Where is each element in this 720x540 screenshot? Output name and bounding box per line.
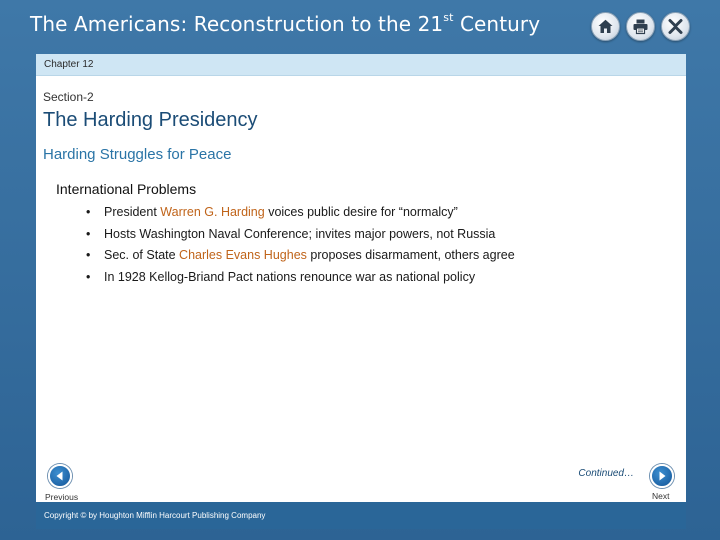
print-icon: [632, 18, 649, 35]
bullet-item: [86, 245, 515, 267]
app-title-main: The Americans: Reconstruction to the 21: [30, 12, 444, 36]
highlighted-name: Charles Evans Hughes: [179, 248, 307, 263]
app-title-tail: Century: [453, 12, 541, 36]
print-button[interactable]: [626, 12, 655, 41]
close-button[interactable]: [661, 12, 690, 41]
section-label: Section-2: [43, 90, 94, 104]
bullet-item: [86, 224, 515, 246]
continued-label: Continued…: [578, 468, 634, 479]
app-title: [30, 12, 540, 36]
next-label[interactable]: Next: [652, 491, 670, 501]
copyright-text: Copyright © by Houghton Mifflin Harcourt Publishing Company: [44, 511, 266, 520]
bullet-item: [86, 202, 515, 224]
arrow-left-icon: [54, 470, 66, 482]
section-heading: International Problems: [56, 181, 197, 197]
bullet-text: Hosts Washington Naval Conference; invites major powers, not Russia: [104, 226, 496, 241]
bullet-text: Sec. of State: [104, 248, 180, 263]
previous-label[interactable]: Previous: [45, 492, 79, 502]
next-button[interactable]: [650, 464, 674, 488]
footer-bar: [36, 502, 686, 529]
page-title: The Harding Presidency: [43, 109, 258, 131]
home-button[interactable]: [591, 12, 620, 41]
arrow-right-icon: [656, 470, 668, 482]
previous-button[interactable]: [48, 464, 72, 488]
highlighted-name: Warren G. Harding: [160, 205, 265, 219]
home-icon: [597, 18, 614, 35]
bullet-item: [86, 267, 515, 289]
bullet-text: proposes disarmament, others agree: [306, 248, 515, 263]
title-bar: [0, 0, 720, 52]
subtitle: Harding Struggles for Peace: [43, 146, 232, 163]
chapter-bar: [36, 54, 686, 76]
bullet-text: voices public desire for “normalcy”: [264, 205, 458, 219]
top-toolbar: [591, 12, 690, 41]
close-icon: [667, 18, 684, 35]
slide-panel: [36, 54, 686, 529]
app-title-superscript: st: [443, 11, 454, 25]
bullet-list: [86, 202, 515, 289]
chapter-label: Chapter 12: [44, 59, 94, 70]
bullet-text: President: [104, 205, 161, 219]
bullet-text: In 1928 Kellog-Briand Pact nations renounce war as national policy: [104, 270, 476, 285]
